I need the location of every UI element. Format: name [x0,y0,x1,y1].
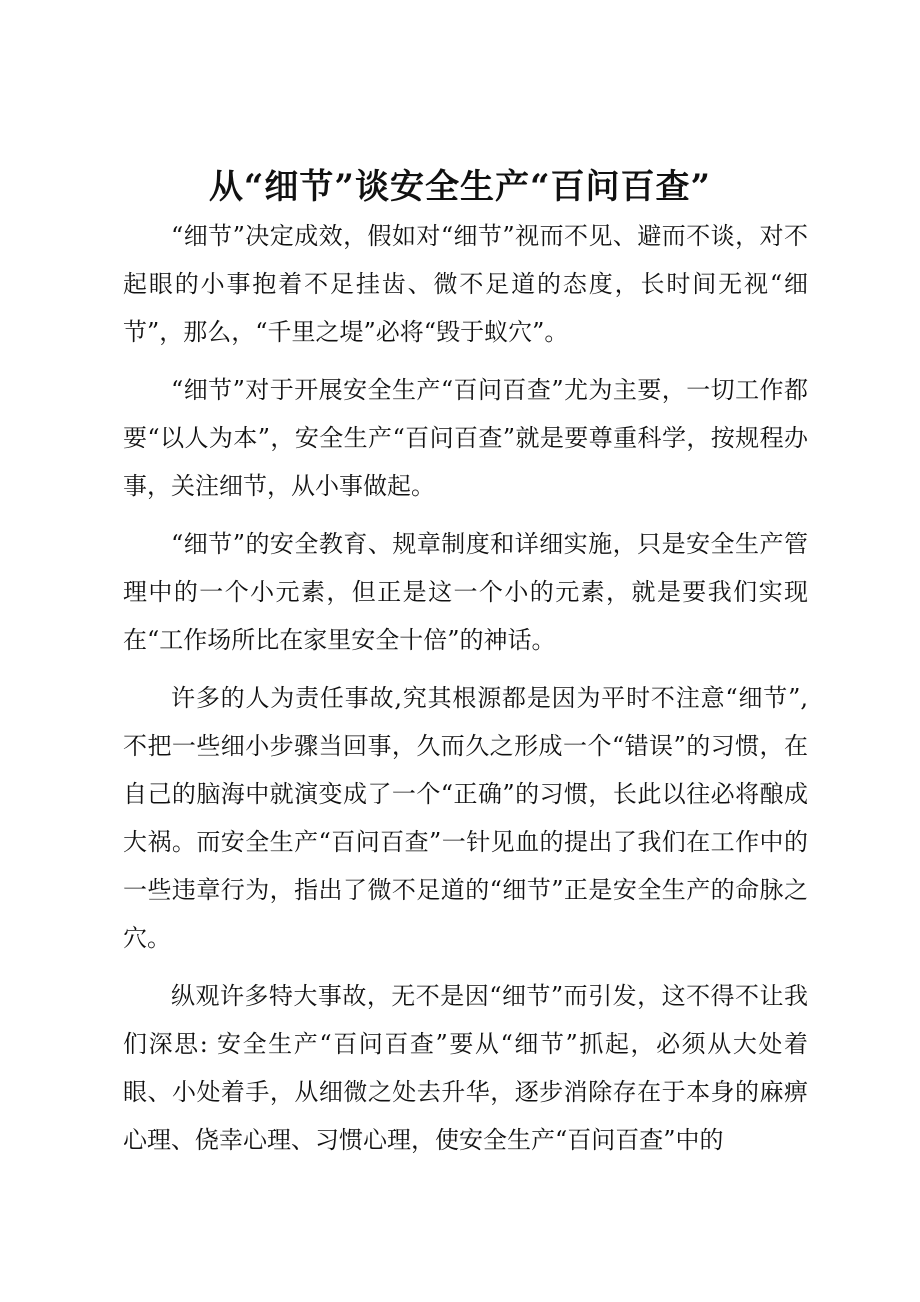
document-title: 从“细节”谈安全生产“百问百查” [208,167,712,207]
paragraph-3: “细节”的安全教育、规章制度和详细实施，只是安全生产管理中的一个小元素，但正是这一个小的元素，就是要我们实现在“工作场所比在家里安全十倍”的神话。 [123,530,808,654]
paragraph-4: 许多的人为责任事故,究其根源都是因为平时不注意“细节”,不把一些细小步骤当回事，久而久之形成一个“错误”的习惯，在自己的脑海中就演变成了一个“正确”的习惯，长此以往必将酿成大祸。而安全生产“百问百查”一针见血的提出了我们在工作中的一些违章行为，指出了微不足道的“细节”正是安全生产的命脉之穴。 [123,684,808,952]
paragraph-2: “细节”对于开展安全生产“百问百查”尤为主要，一切工作都要“以人为本”，安全生产“百问百查”就是要尊重科学，按规程办事，关注细节，从小事做起。 [123,376,808,500]
paragraph-5: 纵观许多特大事故，无不是因“细节”而引发，这不得不让我们深思: 安全生产“百问百查”要从“细节”抓起，必须从大处着眼、小处着手，从细微之处去升华，逐步消除存在于本身的麻痹心理、侥幸心理、习惯心理，使安全生产“百问百查”中的 [123,982,808,1154]
paragraph-1: “细节”决定成效，假如对“细节”视而不见、避而不谈，对不起眼的小事抱着不足挂齿、微不足道的态度，长时间无视“细节”，那么，“千里之堤”必将“毁于蚁穴”。 [123,222,808,346]
document-body [123,212,808,1174]
